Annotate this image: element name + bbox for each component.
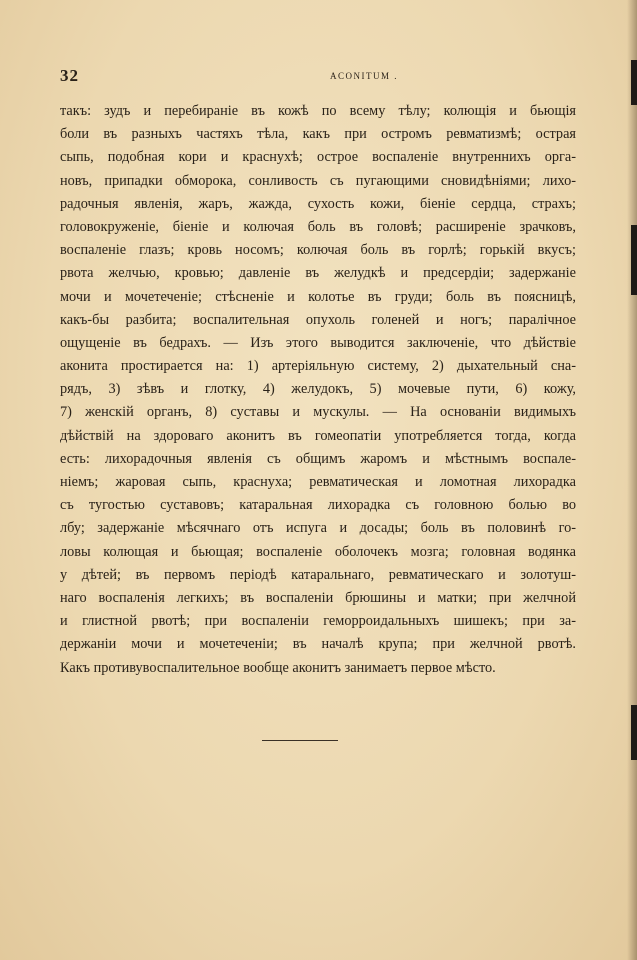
text-line: держанiи мочи и мочетеченiи; въ началѣ крупа; при желчной рвотѣ. [60,636,576,653]
scan-edge-mark [631,60,637,105]
page-header [60,66,580,86]
text-line: такъ: зудъ и перебиранiе въ кожѣ по всему тѣлу; колющiя и бьющiя [60,103,576,119]
text-line: мочи и мочетеченiе; стѣсненiе и колотье въ груди; боль въ поясницѣ, [60,288,576,305]
text-line: нiемъ; жаровая сыпь, краснуха; ревматическая и ломотная лихорадка [60,474,576,490]
text-line: лбу; задержанiе мѣсячнаго отъ испуга и досады; боль въ половинѣ го- [60,520,576,537]
page-edge-shadow [627,0,637,960]
text-line: 7) женскiй органъ, 8) суставы и мускулы. — На основанiи видимыхъ [60,404,576,421]
text-line: какъ-бы разбита; воспалительная опухоль голеней и ногъ; паралічное [60,311,576,328]
text-line: рядъ, 3) зѣвъ и глотку, 4) желудокъ, 5) мочевые пути, 6) кожу, [60,381,576,398]
page-number: 32 [60,66,79,85]
text-line-last: Какъ противувоспалительное вообще аконитъ занимаетъ первое мѣсто. [60,659,496,676]
text-line: ловы колющая и бьющая; воспаленiе оболочекъ мозга; головная водянка [60,543,576,560]
body-paragraph [60,100,576,680]
scan-edge-mark [631,705,637,760]
scan-edge-mark [631,225,637,295]
text-line: аконита простирается на: 1) артерiяльную систему, 2) дыхательный сна- [60,358,576,375]
text-line: новъ, припадки обморока, сонливость съ пугающими сновидѣнiями; лихо- [60,172,576,189]
text-line: рвота желчью, кровью; давленiе въ желудкѣ и предсердiи; задержанiе [60,265,576,282]
running-head: ACONITUM . [330,71,398,81]
text-line: у дѣтей; въ первомъ перiодѣ катаральнаго, ревматическаго и золотуш- [60,566,576,583]
text-line: боли въ разныхъ частяхъ тѣла, какъ при остромъ ревматизмѣ; острая [60,126,576,143]
text-line: съ тугостью суставовъ; катаральная лихорадка съ головною болью во [60,497,576,514]
text-line: радочныя явленiя, жаръ, жажда, сухость кожи, бiенiе сердца, страхъ; [60,195,576,212]
text-line: и глистной рвотѣ; при воспаленiи геморроидальныхъ шишекъ; при за- [60,613,576,630]
text-line: дѣйствiй на здороваго аконитъ въ гомеопатiи употребляется тогда, когда [60,427,576,444]
text-line: головокруженiе, бiенiе и колючая боль въ головѣ; расширенiе зрачковъ, [60,218,576,235]
section-end-rule [262,740,338,741]
text-line: ощущенiе въ бедрахъ. — Изъ этого выводится заключенiе, что дѣйствiе [60,334,576,351]
text-line: воспаленiе глазъ; кровь носомъ; колючая боль въ горлѣ; горькiй вкусъ; [60,242,576,259]
text-line: наго воспаленiя легкихъ; въ воспаленiи брюшины и матки; при желчной [60,589,576,606]
text-line: сыпь, подобная кори и краснухѣ; острое воспаленiе внутреннихъ орга- [60,149,576,166]
text-line: есть: лихорадочныя явленiя съ общимъ жаромъ и мѣстнымъ воспале- [60,450,576,467]
